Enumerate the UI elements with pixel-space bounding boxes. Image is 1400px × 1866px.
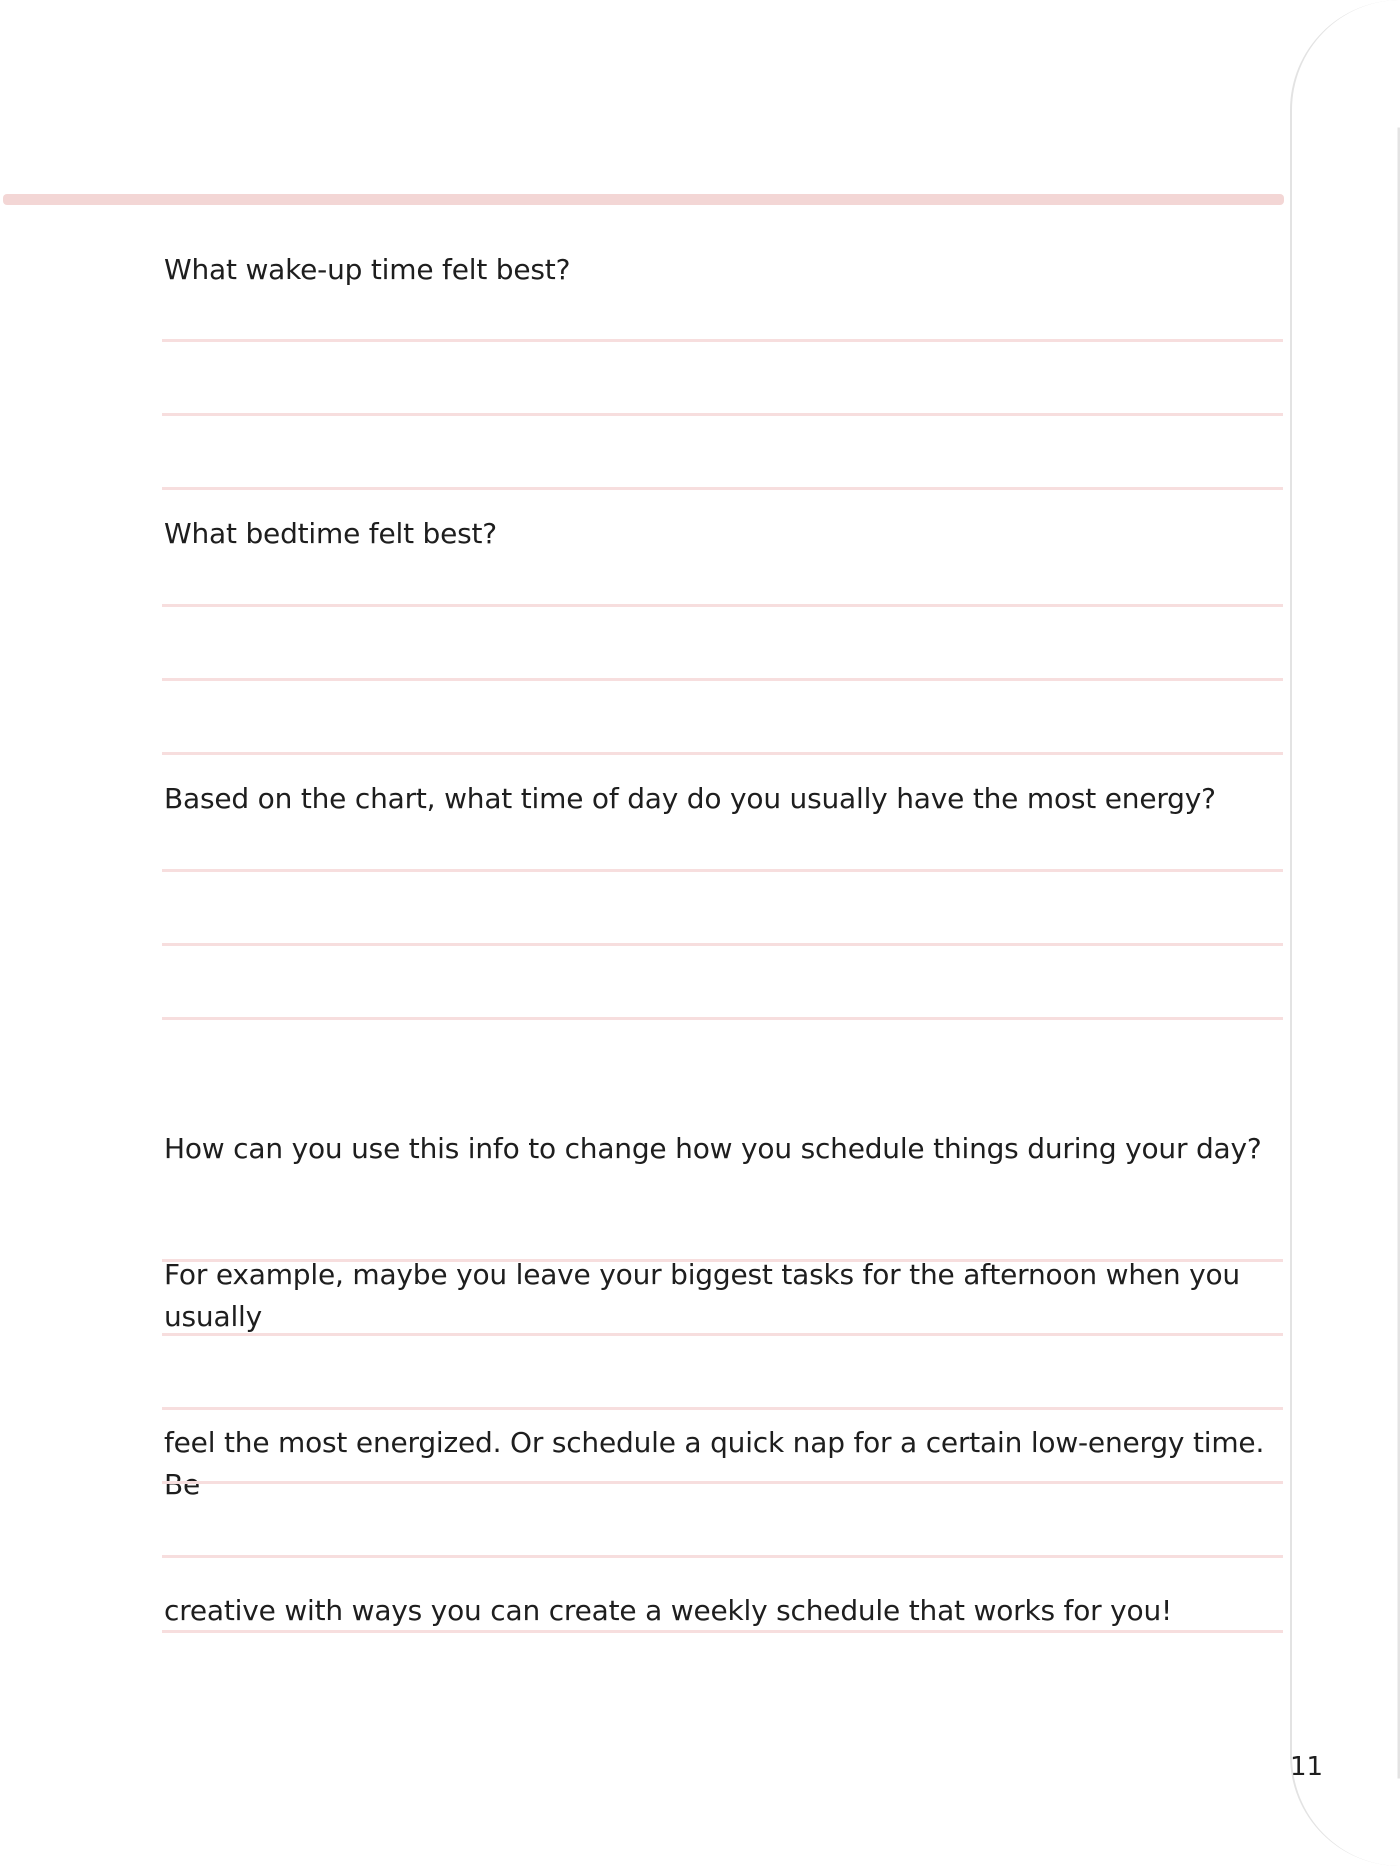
writing-line[interactable] [162,413,1283,416]
writing-line[interactable] [162,1333,1283,1336]
writing-line[interactable] [162,1407,1283,1410]
prompt-wake-up-time: What wake-up time felt best? [164,253,571,286]
writing-line[interactable] [162,487,1283,490]
page-number: 11 [1290,1752,1324,1782]
prompt-bedtime: What bedtime felt best? [164,517,497,550]
writing-line[interactable] [162,1017,1283,1020]
prompt-schedule-line-2: For example, maybe you leave your biggest tasks for the afternoon when you usually [164,1258,1249,1333]
writing-line[interactable] [162,943,1283,946]
prompt-schedule-line-4: creative with ways you can create a weekly schedule that works for you! [164,1594,1173,1627]
writing-line[interactable] [162,1555,1283,1558]
prompt-schedule-line-1: How can you use this info to change how you schedule things during your day? [164,1132,1262,1165]
prompt-energy-time: Based on the chart, what time of day do you usually have the most energy? [164,782,1216,815]
writing-line[interactable] [162,1630,1283,1633]
writing-line[interactable] [162,604,1283,607]
writing-line[interactable] [162,1481,1283,1484]
writing-line[interactable] [162,752,1283,755]
writing-line[interactable] [162,339,1283,342]
prompt-schedule-ideas [164,1044,1294,1674]
writing-line[interactable] [162,869,1283,872]
writing-line[interactable] [162,1259,1283,1262]
prompt-schedule-line-3: feel the most energized. Or schedule a quick nap for a certain low-energy time. Be [164,1426,1273,1501]
writing-line[interactable] [162,678,1283,681]
page-edge [1290,0,1400,1866]
top-rule [3,194,1284,205]
